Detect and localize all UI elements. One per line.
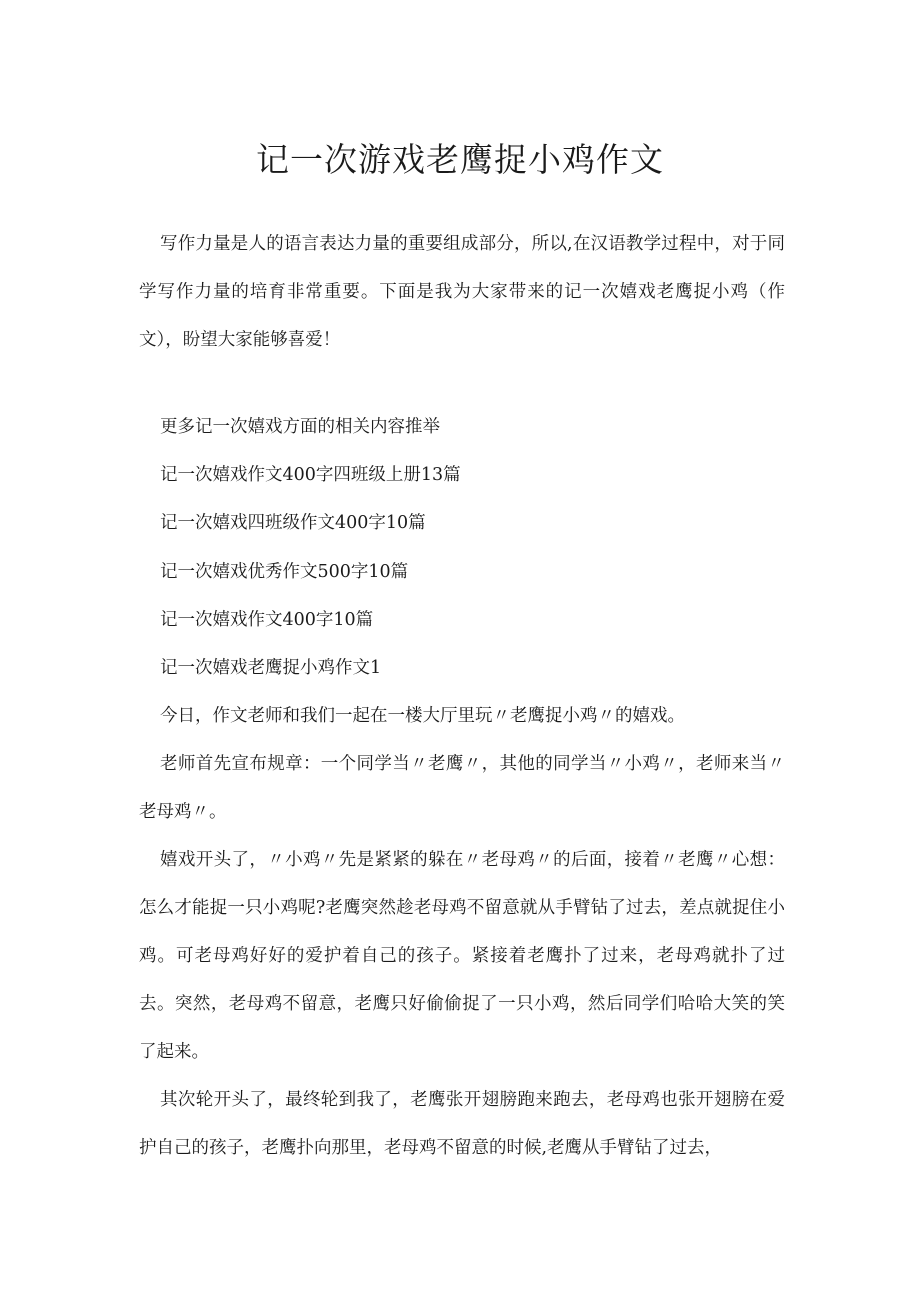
related-item: 记一次嬉戏作文400字10篇 <box>160 610 374 630</box>
related-item: 记一次嬉戏四班级作文400字10篇 <box>160 513 426 533</box>
related-heading: 更多记一次嬉戏方面的相关内容推举 <box>160 417 440 437</box>
essay-paragraph: 今日，作文老师和我们一起在一楼大厅里玩〃老鹰捉小鸡〃的嬉戏。 <box>160 706 685 726</box>
related-item: 记一次嬉戏优秀作文500字10篇 <box>160 562 409 582</box>
essay-paragraph: 老师首先宣布规章：一个同学当〃老鹰〃，其他的同学当〃小鸡〃，老师来当〃老母鸡〃。 <box>139 754 785 822</box>
related-item: 记一次嬉戏作文400字四班级上册13篇 <box>160 465 461 485</box>
essay-paragraph: 嬉戏开头了，〃小鸡〃先是紧紧的躲在〃老母鸡〃的后面，接着〃老鹰〃心想：怎么才能捉一只小鸡呢?老鹰突然趁老母鸡不留意就从手臂钻了过去，差点就捉住小鸡。可老母鸡好好的爱护着自己的孩子。紧接着老鹰扑了过来，老母鸡就扑了过去。突然，老母鸡不留意，老鹰只好偷偷捉了一只小鸡，然后同学们哈哈大笑的笑了起来。 <box>139 850 785 1062</box>
essay-title: 记一次嬉戏老鹰捉小鸡作文1 <box>160 658 382 678</box>
intro-paragraph: 写作力量是人的语言表达力量的重要组成部分，所以,在汉语教学过程中，对于同学写作力量的培育非常重要。下面是我为大家带来的记一次嬉戏老鹰捉小鸡（作文），盼望大家能够喜爱！ <box>139 234 785 350</box>
essay-paragraph: 其次轮开头了，最终轮到我了，老鹰张开翅膀跑来跑去，老母鸡也张开翅膀在爱护自己的孩子，老鹰扑向那里，老母鸡不留意的时候,老鹰从手臂钻了过去， <box>139 1090 785 1158</box>
document-title: 记一次游戏老鹰捉小鸡作文 <box>256 140 664 179</box>
